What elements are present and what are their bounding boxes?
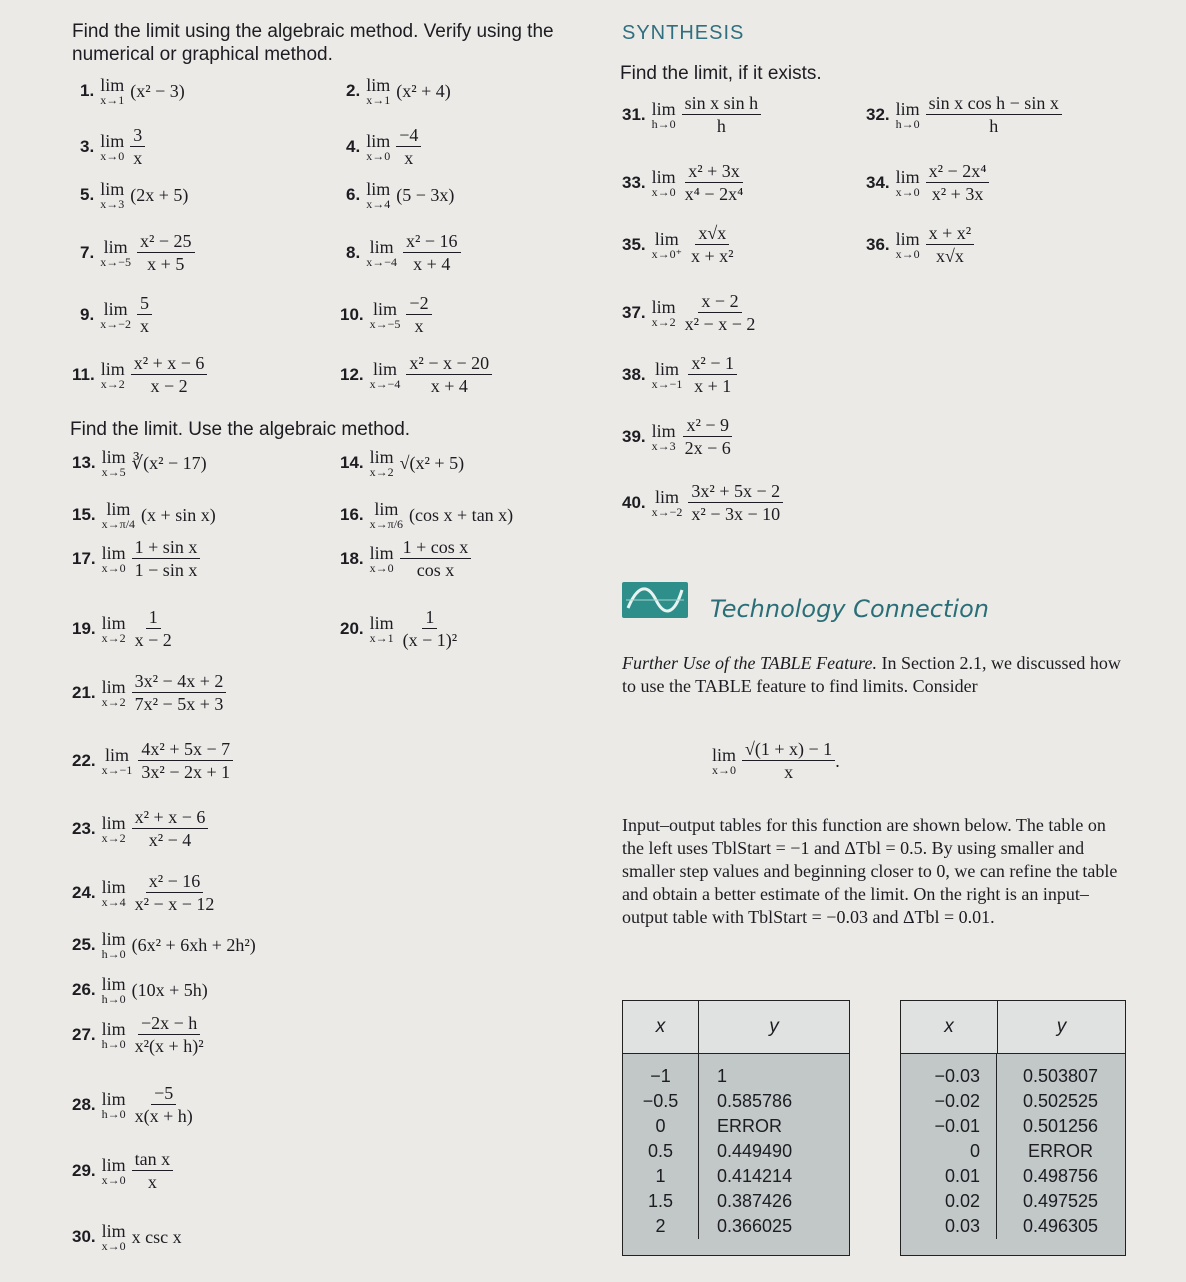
denominator: x√x: [935, 246, 964, 266]
problem-number: 6.: [346, 185, 361, 204]
problem-number: 17.: [72, 548, 96, 568]
limit-fraction: [132, 806, 209, 851]
limit-fraction: [132, 1082, 196, 1127]
limit-operator: lim x→0: [651, 166, 676, 199]
limit-fraction: [396, 124, 421, 169]
numerator: 1 + cos x: [400, 536, 472, 559]
denominator: 2x − 6: [684, 438, 731, 458]
limit-operator: lim x→2: [101, 676, 126, 709]
limit-operator: lim x→0: [369, 542, 394, 575]
problem-number: 20.: [340, 618, 364, 638]
problem-number: 26.: [72, 980, 96, 999]
table-cell: 2: [655, 1216, 666, 1236]
denominator: cos x: [416, 560, 455, 580]
limit-operator: lim x→π/6: [369, 499, 404, 531]
technology-title: Technology Connection: [710, 595, 989, 623]
limit-operator: lim h→0: [101, 974, 126, 1006]
consider-expression: lim x→0 $\frac{√(1 + x) - 1}{x}$ .: [712, 739, 840, 782]
limit-operator: lim x→1: [366, 75, 391, 107]
table-cell: −0.5: [642, 1091, 679, 1111]
numerator: x² − 1: [688, 352, 737, 375]
problem-24: [72, 870, 217, 915]
problem-number: 24.: [72, 882, 96, 902]
limit-fraction: [926, 222, 975, 267]
limit-operator: lim x→−4: [369, 358, 401, 391]
limit-operator: lim x→−1: [101, 744, 133, 777]
limit-fraction: [132, 536, 201, 581]
numerator: x² − x − 20: [406, 352, 492, 375]
problem-3: [80, 124, 145, 169]
limit-fraction: [132, 606, 175, 651]
limit-operator: lim x→4: [101, 876, 126, 909]
numerator: sin x sin h: [682, 92, 762, 115]
limit-fraction: [406, 292, 431, 337]
section-heading: Find the limit using the algebraic method. Verify using the numerical or graphical method.: [72, 21, 554, 65]
numerator: x² + x − 6: [131, 352, 208, 375]
numerator: x² − 2x⁴: [926, 160, 990, 183]
table-cell: 0.02: [944, 1191, 980, 1211]
denominator: x² − 4: [148, 830, 192, 850]
limit-fraction: [403, 230, 461, 275]
denominator: x + 4: [430, 376, 468, 396]
table-cell: 0: [655, 1116, 666, 1136]
limit-fraction: [682, 92, 762, 137]
synthesis-title: SYNTHESIS: [622, 22, 745, 44]
numerator: x − 2: [698, 290, 741, 313]
limit-operator: lim x→2: [100, 358, 125, 391]
limit-operator: lim x→0⁺: [651, 228, 682, 261]
limit-fraction: [130, 124, 145, 169]
limit-operator: lim x→0: [101, 1221, 126, 1253]
problem-28: [72, 1082, 196, 1127]
technology-paragraph-1: [622, 652, 1122, 698]
numerator: 5: [137, 292, 152, 315]
numerator: 1: [146, 606, 161, 629]
limit-operator: lim x→−2: [100, 298, 131, 331]
problem-5: [80, 180, 188, 210]
numerator: sin x cos h − sin x: [926, 92, 1062, 115]
problem-1: [80, 76, 185, 106]
limit-operator: lim x→0: [895, 228, 920, 261]
problem-19: [72, 606, 175, 651]
numerator: −2x − h: [138, 1012, 200, 1035]
problem-number: 15.: [72, 505, 96, 524]
table-right: [900, 1000, 1126, 1256]
problem-32: [866, 92, 1062, 137]
limit-operator: lim x→0: [101, 542, 126, 575]
numerator: −2: [406, 292, 431, 315]
problem-number: 10.: [340, 304, 364, 324]
problem-number: 14.: [340, 453, 364, 472]
numerator: 1 + sin x: [132, 536, 201, 559]
denominator: x² − x − 2: [684, 314, 756, 334]
feature-heading: Further Use of the TABLE Feature.: [622, 653, 877, 673]
problem-number: 18.: [340, 548, 364, 568]
problem-number: 12.: [340, 364, 364, 384]
limit-expression: ∛(x² − 17): [131, 453, 207, 473]
problem-2: [346, 76, 451, 106]
denominator: x²(x + h)²: [134, 1036, 204, 1056]
denominator: 3x² − 2x + 1: [141, 762, 231, 782]
limit-operator: lim h→0: [101, 929, 126, 961]
limit-operator: lim x→0: [101, 1154, 126, 1187]
denominator: x: [133, 148, 143, 168]
table-cell: ERROR: [1027, 1141, 1093, 1161]
limit-operator: lim x→−2: [651, 486, 683, 519]
problem-number: 1.: [80, 81, 95, 100]
limit-expression: (cos x + tan x): [409, 505, 514, 525]
table-cell: 1: [717, 1066, 728, 1086]
feature-text: In Section 2.1, we discussed how to use the TABLE feature to find limits. Consider: [622, 653, 1121, 696]
col-header-y: y: [1056, 1016, 1067, 1037]
denominator: x² − x − 12: [134, 894, 215, 914]
limit-fraction: [137, 230, 195, 275]
limit-operator: lim x→−5: [100, 236, 131, 269]
denominator: 7x² − 5x + 3: [134, 694, 224, 714]
numerator: 3x² + 5x − 2: [688, 480, 783, 503]
table-cell: 0.498756: [1022, 1166, 1099, 1186]
problem-33: [622, 160, 746, 205]
denominator: x + x²: [690, 246, 734, 266]
problem-29: [72, 1148, 173, 1193]
wave-icon: [622, 582, 688, 618]
table-cell: 1.5: [647, 1191, 674, 1211]
limit-fraction: [400, 606, 461, 651]
limit-operator: lim x→π/4: [101, 499, 136, 531]
denominator: x⁴ − 2x⁴: [684, 184, 744, 204]
limit-fraction: [132, 670, 227, 715]
table-cell: 0.366025: [717, 1216, 793, 1236]
limit-operator: lim x→3: [100, 179, 125, 211]
table-cell: 0.414214: [717, 1166, 793, 1186]
problem-16: [340, 500, 513, 530]
problem-4: [346, 124, 421, 169]
problem-30: [72, 1222, 182, 1252]
table-cell: 0.585786: [717, 1091, 793, 1111]
numerator: 3: [130, 124, 145, 147]
denominator: x − 2: [150, 376, 188, 396]
numerator: x² − 16: [146, 870, 204, 893]
problem-21: [72, 670, 226, 715]
table-cell: −0.03: [934, 1066, 980, 1086]
table-cell: −0.02: [934, 1091, 980, 1111]
table-cell: ERROR: [717, 1116, 783, 1136]
numerator: x + x²: [926, 222, 975, 245]
denominator: x: [139, 316, 149, 336]
limit-operator: lim x→5: [101, 447, 126, 479]
limit-operator: lim x→0: [366, 130, 391, 163]
problem-23: [72, 806, 208, 851]
problem-number: 8.: [346, 242, 361, 262]
problem-number: 39.: [622, 426, 646, 446]
limit-fraction: [137, 292, 152, 337]
limit-operator: lim x→2: [101, 812, 126, 845]
problem-number: 19.: [72, 618, 96, 638]
denominator: (x − 1)²: [402, 630, 458, 650]
problem-number: 37.: [622, 302, 646, 322]
limit-operator: lim x→4: [366, 179, 391, 211]
table-cell: 0.501256: [1022, 1116, 1099, 1136]
limit-fraction: [131, 352, 208, 397]
denominator: x + 1: [694, 376, 732, 396]
problem-9: [80, 292, 152, 337]
problem-number: 4.: [346, 136, 361, 156]
subsection-heading: Find the limit. Use the algebraic method.: [70, 419, 411, 440]
problem-number: 34.: [866, 172, 890, 192]
numerator: x² − 25: [137, 230, 195, 253]
limit-fraction: [132, 870, 218, 915]
numerator: 1: [422, 606, 437, 629]
limit-fraction: [400, 536, 472, 581]
limit-operator: lim x→0: [100, 130, 125, 163]
problem-number: 22.: [72, 750, 96, 770]
problem-number: 2.: [346, 81, 361, 100]
limit-expression: (5 − 3x): [396, 185, 455, 205]
numerator: 4x² + 5x − 7: [138, 738, 233, 761]
numerator: x√x: [695, 222, 729, 245]
limit-operator: lim x→1: [369, 612, 394, 645]
denominator: h: [989, 116, 999, 136]
problem-14: [340, 448, 464, 478]
denominator: h: [716, 116, 726, 136]
table-cell: 0.387426: [717, 1191, 793, 1211]
numerator: x² + 3x: [685, 160, 743, 183]
table-left: [622, 1000, 850, 1256]
denominator: x + 4: [413, 254, 451, 274]
limit-expression: (x² + 4): [396, 81, 451, 101]
problem-number: 32.: [866, 104, 890, 124]
table-cell: 0: [969, 1141, 980, 1161]
numerator: −4: [396, 124, 421, 147]
problem-36: [866, 222, 974, 267]
limit-expression: (x + sin x): [141, 505, 216, 525]
limit-operator: lim x→3: [651, 420, 676, 453]
numerator: x² + x − 6: [132, 806, 209, 829]
problem-number: 25.: [72, 935, 96, 954]
denominator: 1 − sin x: [134, 560, 198, 580]
limit-fraction: [406, 352, 492, 397]
denominator: x: [404, 148, 414, 168]
limit-operator: lim x→−4: [366, 236, 397, 269]
problem-37: [622, 290, 758, 335]
problem-38: [622, 352, 737, 397]
denominator: x(x + h): [134, 1106, 193, 1126]
problem-number: 21.: [72, 682, 96, 702]
limit-operator: lim h→0: [101, 1018, 126, 1051]
problem-number: 3.: [80, 136, 95, 156]
problem-13: [72, 448, 207, 478]
problem-number: 33.: [622, 172, 646, 192]
problem-number: 11.: [72, 364, 95, 384]
limit-expression: (x² − 3): [130, 81, 185, 101]
table-cell: 0.03: [944, 1216, 980, 1236]
limit-operator: lim x→1: [100, 75, 125, 107]
problem-number: 30.: [72, 1227, 96, 1246]
table-cell: 0.503807: [1022, 1066, 1099, 1086]
problem-number: 38.: [622, 364, 646, 384]
limit-fraction: [688, 222, 737, 267]
problem-35: [622, 222, 737, 267]
table-cell: −0.01: [934, 1116, 980, 1136]
numerator: 3x² − 4x + 2: [132, 670, 227, 693]
limit-operator: lim x→2: [651, 296, 676, 329]
col-header-y: y: [769, 1016, 779, 1037]
problem-number: 28.: [72, 1094, 96, 1114]
numerator: x² − 16: [403, 230, 461, 253]
problem-25: [72, 930, 256, 960]
table-cell: 0.502525: [1022, 1091, 1099, 1111]
problem-22: [72, 738, 233, 783]
denominator: x + 5: [147, 254, 185, 274]
denominator: x: [414, 316, 424, 336]
limit-expression: (6x² + 6xh + 2h²): [131, 935, 256, 955]
problem-10: [340, 292, 432, 337]
limit-expression: (10x + 5h): [131, 980, 208, 1000]
limit-fraction: [132, 1012, 207, 1057]
table-cell: 0.01: [944, 1166, 980, 1186]
limit-fraction: [926, 92, 1062, 137]
limit-operator: lim h→0: [895, 98, 920, 131]
limit-fraction: [132, 1148, 174, 1193]
technology-paragraph-2: Input–output tables for this function are shown below. The table on the left uses TblStart = −1 and ΔTbl = 0.5. By using smaller and smaller step values and beginning closer to 0, we can refine the table and obtain a better estimate of the limit. On the right is an input–output table with TblStart = −0.03 and ΔTbl = 0.01.: [622, 815, 1118, 927]
limit-operator: lim h→0: [101, 1088, 126, 1121]
problem-number: 27.: [72, 1024, 96, 1044]
problem-number: 16.: [340, 505, 364, 524]
problem-17: [72, 536, 200, 581]
problem-number: 35.: [622, 234, 646, 254]
limit-operator: lim x→2: [101, 612, 126, 645]
problem-number: 31.: [622, 104, 646, 124]
synthesis-instruction: Find the limit, if it exists.: [620, 63, 822, 84]
problem-number: 13.: [72, 453, 96, 472]
problem-20: [340, 606, 460, 651]
problem-31: [622, 92, 761, 137]
problem-26: [72, 975, 208, 1005]
limit-expression: √(x² + 5): [399, 453, 465, 473]
problem-number: 5.: [80, 185, 95, 204]
numerator: tan x: [132, 1148, 174, 1171]
table-cell: 0.497525: [1022, 1191, 1099, 1211]
problem-39: [622, 414, 734, 459]
limit-fraction: [138, 738, 233, 783]
limit-operator: lim x→−5: [369, 298, 401, 331]
limit-expression: x csc x: [131, 1227, 182, 1247]
limit-fraction: [682, 160, 747, 205]
problem-number: 36.: [866, 234, 890, 254]
problem-12: [340, 352, 492, 397]
limit-operator: lim x→0: [895, 166, 920, 199]
limit-fraction: [688, 480, 783, 525]
problem-number: 29.: [72, 1160, 96, 1180]
limit-fraction: [682, 290, 759, 335]
limit-expression: (2x + 5): [130, 185, 189, 205]
table-cell: 0.5: [647, 1141, 674, 1161]
problem-8: [346, 230, 461, 275]
problem-18: [340, 536, 471, 581]
col-header-x: x: [623, 1001, 699, 1053]
denominator: x: [147, 1172, 157, 1192]
limit-operator: lim h→0: [651, 98, 676, 131]
col-header-x: x: [901, 1001, 998, 1053]
table-cell: −1: [650, 1066, 671, 1086]
problem-15: [72, 500, 216, 530]
problem-40: [622, 480, 783, 525]
denominator: x − 2: [134, 630, 172, 650]
problem-7: [80, 230, 195, 275]
problem-number: 40.: [622, 492, 646, 512]
problem-number: 23.: [72, 818, 96, 838]
problem-27: [72, 1012, 207, 1057]
numerator: −5: [151, 1082, 176, 1105]
numerator: x² − 9: [683, 414, 732, 437]
limit-fraction: [682, 414, 734, 459]
limit-fraction: [926, 160, 990, 205]
table-cell: 1: [655, 1166, 666, 1186]
problem-34: [866, 160, 989, 205]
limit-fraction: [688, 352, 737, 397]
limit-operator: lim x→−1: [651, 358, 683, 391]
table-cell: 0.496305: [1022, 1216, 1099, 1236]
problem-6: [346, 180, 454, 210]
problem-number: 9.: [80, 304, 95, 324]
denominator: x² + 3x: [931, 184, 984, 204]
limit-operator: lim x→2: [369, 447, 394, 479]
table-cell: 0.449490: [717, 1141, 793, 1161]
denominator: x² − 3x − 10: [691, 504, 781, 524]
problem-number: 7.: [80, 242, 95, 262]
problem-11: [72, 352, 207, 397]
